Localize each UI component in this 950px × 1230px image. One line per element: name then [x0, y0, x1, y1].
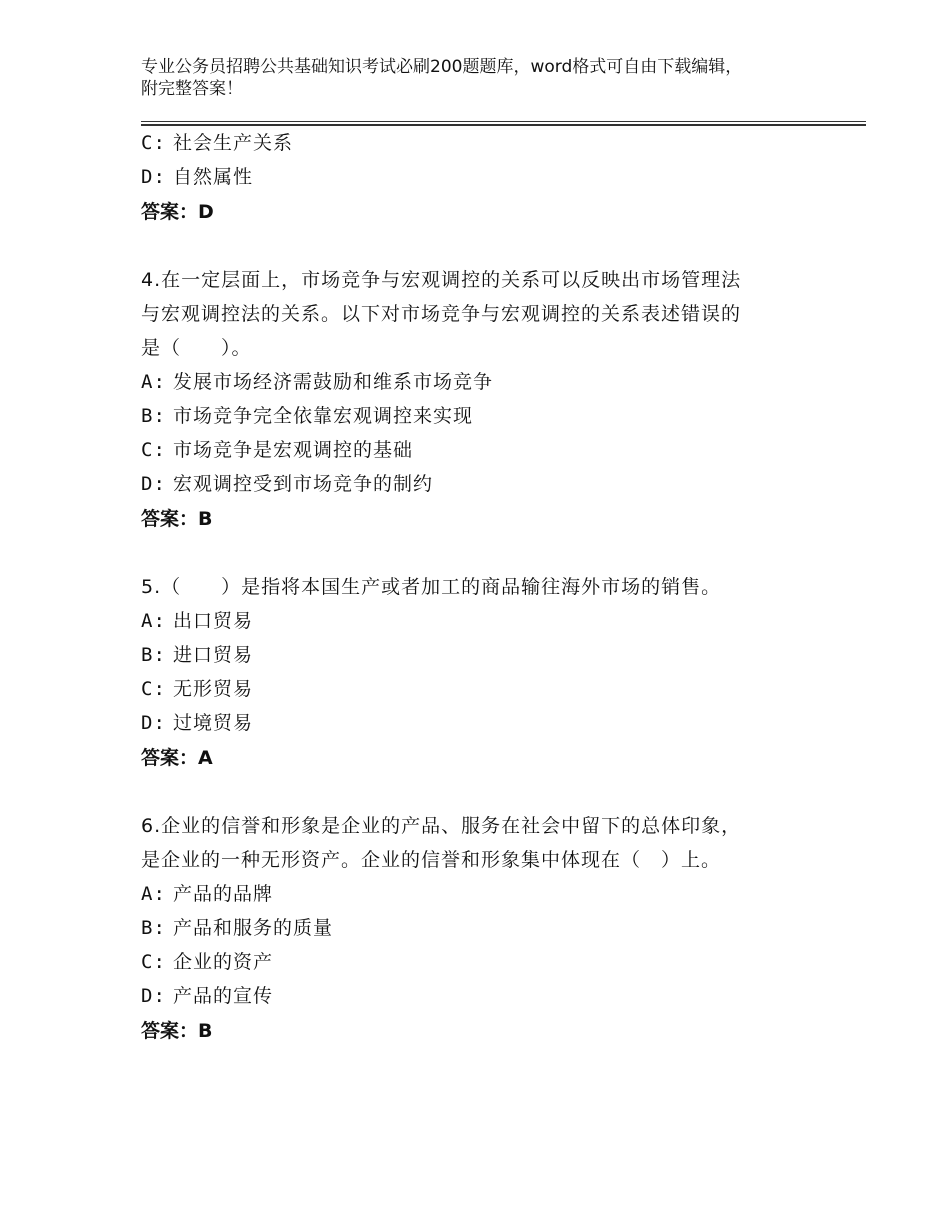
- header-title-line2: 附完整答案！: [141, 79, 243, 99]
- q6-answer: [141, 1019, 213, 1043]
- answer-label: 答案：: [141, 747, 199, 769]
- q5-answer: [141, 746, 213, 770]
- option-letter: C:: [141, 132, 166, 154]
- q6-stem-line2: 是企业的一种无形资产。企业的信誉和形象集中体现在（ ）上。: [141, 849, 722, 871]
- answer-label: 答案：: [141, 201, 199, 223]
- q6-option-a: [141, 882, 273, 906]
- q4-answer: [141, 507, 213, 531]
- q5-option-d: [141, 711, 253, 735]
- answer-label: 答案：: [141, 1020, 199, 1042]
- option-letter: A:: [141, 371, 166, 393]
- q3-answer: [141, 200, 214, 224]
- q5-option-b: [141, 643, 253, 667]
- option-letter: A:: [141, 883, 166, 905]
- answer-value: A: [198, 747, 213, 769]
- q6-stem-line1: 6.企业的信誉和形象是企业的产品、服务在社会中留下的总体印象，: [141, 815, 742, 837]
- option-letter: D:: [141, 985, 166, 1007]
- answer-label: 答案：: [141, 508, 199, 530]
- q3-option-d: [141, 165, 253, 189]
- q5-option-a: [141, 609, 253, 633]
- answer-value: B: [198, 508, 213, 530]
- option-text: 发展市场经济需鼓励和维系市场竞争: [173, 371, 494, 393]
- option-letter: D:: [141, 166, 166, 188]
- option-text: 产品的宣传: [173, 985, 274, 1007]
- q4-option-a: [141, 370, 493, 394]
- option-text: 产品的品牌: [173, 883, 274, 905]
- answer-value: D: [198, 201, 214, 223]
- option-text: 进口贸易: [173, 644, 254, 666]
- header-divider-thick: [141, 124, 866, 126]
- q5-option-c: [141, 677, 253, 701]
- answer-value: B: [198, 1020, 213, 1042]
- option-letter: C:: [141, 678, 166, 700]
- page-header: [141, 56, 841, 100]
- q4-option-c: [141, 438, 413, 462]
- q4-stem-line2: 与宏观调控法的关系。以下对市场竞争与宏观调控的关系表述错误的: [141, 303, 742, 325]
- q4-stem-line1: 4.在一定层面上，市场竞争与宏观调控的关系可以反映出市场管理法: [141, 269, 742, 291]
- header-divider-thin: [141, 121, 866, 122]
- option-letter: C:: [141, 951, 166, 973]
- option-text: 过境贸易: [173, 712, 254, 734]
- option-letter: B:: [141, 405, 166, 427]
- option-text: 社会生产关系: [173, 132, 294, 154]
- option-text: 市场竞争是宏观调控的基础: [173, 439, 414, 461]
- q5-stem-line1: 5.（ ）是指将本国生产或者加工的商品输往海外市场的销售。: [141, 576, 722, 598]
- q4-option-d: [141, 472, 433, 496]
- option-letter: D:: [141, 712, 166, 734]
- q4-option-b: [141, 404, 473, 428]
- option-text: 产品和服务的质量: [173, 917, 334, 939]
- option-text: 企业的资产: [173, 951, 274, 973]
- q4-stem-line3: 是（ ）。: [141, 337, 252, 359]
- option-text: 自然属性: [173, 166, 254, 188]
- option-text: 市场竞争完全依靠宏观调控来实现: [173, 405, 474, 427]
- option-letter: B:: [141, 644, 166, 666]
- option-text: 宏观调控受到市场竞争的制约: [173, 473, 434, 495]
- option-letter: A:: [141, 610, 166, 632]
- option-text: 无形贸易: [173, 678, 254, 700]
- q6-option-d: [141, 984, 273, 1008]
- option-letter: B:: [141, 917, 166, 939]
- option-letter: C:: [141, 439, 166, 461]
- q6-option-c: [141, 950, 273, 974]
- header-title-line1: 专业公务员招聘公共基础知识考试必刷200题题库，word格式可自由下载编辑，: [141, 57, 743, 77]
- option-letter: D:: [141, 473, 166, 495]
- option-text: 出口贸易: [173, 610, 254, 632]
- q3-option-c: [141, 131, 293, 155]
- q6-option-b: [141, 916, 333, 940]
